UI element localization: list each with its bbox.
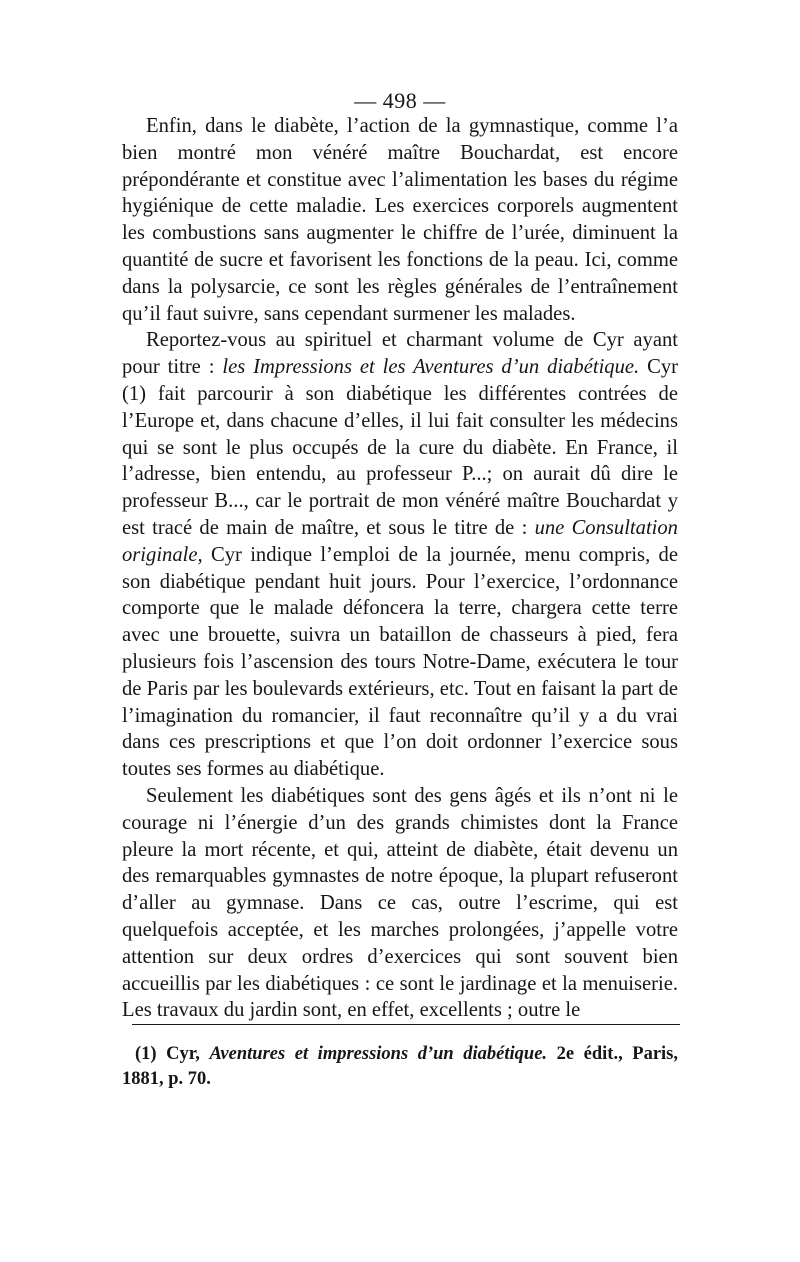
paragraph-text: Reportez-vous au spirituel et charmant volume de Cyr ayant pour titre : (122, 329, 678, 379)
paragraph-text: Seulement les diabétiques sont des gens âgés et ils n’ont ni le courage ni l’énergie d’un des grands chimistes dont la France pleure la mort récente, et qui, atteint de diabète, était devenu un des remarquables gymnastes de notre époque, la plupart refuseront d’aller au gymnase. Dans ce cas, outre l’escrime, qui est quelquefois acceptée, et les marches prolongées, j’appelle votre attention sur deux ordres d’exercices qui sont souvent bien accueillis par les diabétiques : ce sont le jardinage et la menuiserie. Les travaux du jardin sont, en effet, excellents ; outre le (122, 784, 678, 1022)
footnote-text: (1) Cyr, (135, 1044, 210, 1064)
page-number: — 498 — (354, 88, 446, 113)
footnote (122, 1042, 678, 1091)
footnote-text: 2e édit., Paris, 1881, p. 70. (122, 1044, 678, 1089)
paragraph-text: Enfin, dans le diabète, l’action de la gymnastique, comme l’a bien montré mon vénéré maître Bouchardat, est encore prépondérante et constitue avec l’alimentation les bases du régime hygiénique de cette maladie. Les exercices corporels augmentent les combustions sans augmenter le chiffre de l’urée, diminuent la quantité de sucre et favorisent les fonctions de la peau. Ici, comme dans la polysarcie, ce sont les règles générales de l’entraînement qu’il faut suivre, sans cependant surmener les malades. (122, 115, 678, 325)
paragraph-1 (122, 113, 678, 327)
footnote-book-title: Aventures et impressions d’un diabétique. (209, 1044, 548, 1064)
footnote-divider (132, 1024, 680, 1025)
chapter-title: une Consultation originale, (122, 516, 678, 566)
paragraph-text: Cyr (1) fait parcourir à son diabétique les différentes contrées de l’Europe et, dans chacune d’elles, il lui fait consulter les médecins qui se sont le plus occupés de la cure du diabète. En France, il l’adresse, bien entendu, au professeur P...; on aurait dû dire le professeur B..., car le portrait de mon vénéré maître Bouchardat y est tracé de main de maître, et sous le titre de : (122, 356, 678, 539)
paragraph-3 (122, 783, 678, 1024)
paragraph-2 (122, 327, 678, 783)
book-title: les Impressions et les Aventures d’un diabétique. (222, 356, 640, 379)
paragraph-text: Cyr indique l’emploi de la journée, menu compris, de son diabétique pendant huit jours. Pour l’exercice, l’ordonnance comporte que le malade défoncera la terre, chargera cette terre avec une brouette, suivra un bataillon de chasseurs à pied, fera plusieurs fois l’ascension des tours Notre-Dame, exécutera le tour de Paris par les boulevards extérieurs, etc. Tout en faisant la part de l’imagination du romancier, il faut reconnaître qu’il y a du vrai dans ces prescriptions et que l’on doit ordonner l’exercice sous toutes ses formes au diabétique. (122, 543, 678, 781)
body-text (122, 113, 678, 1024)
